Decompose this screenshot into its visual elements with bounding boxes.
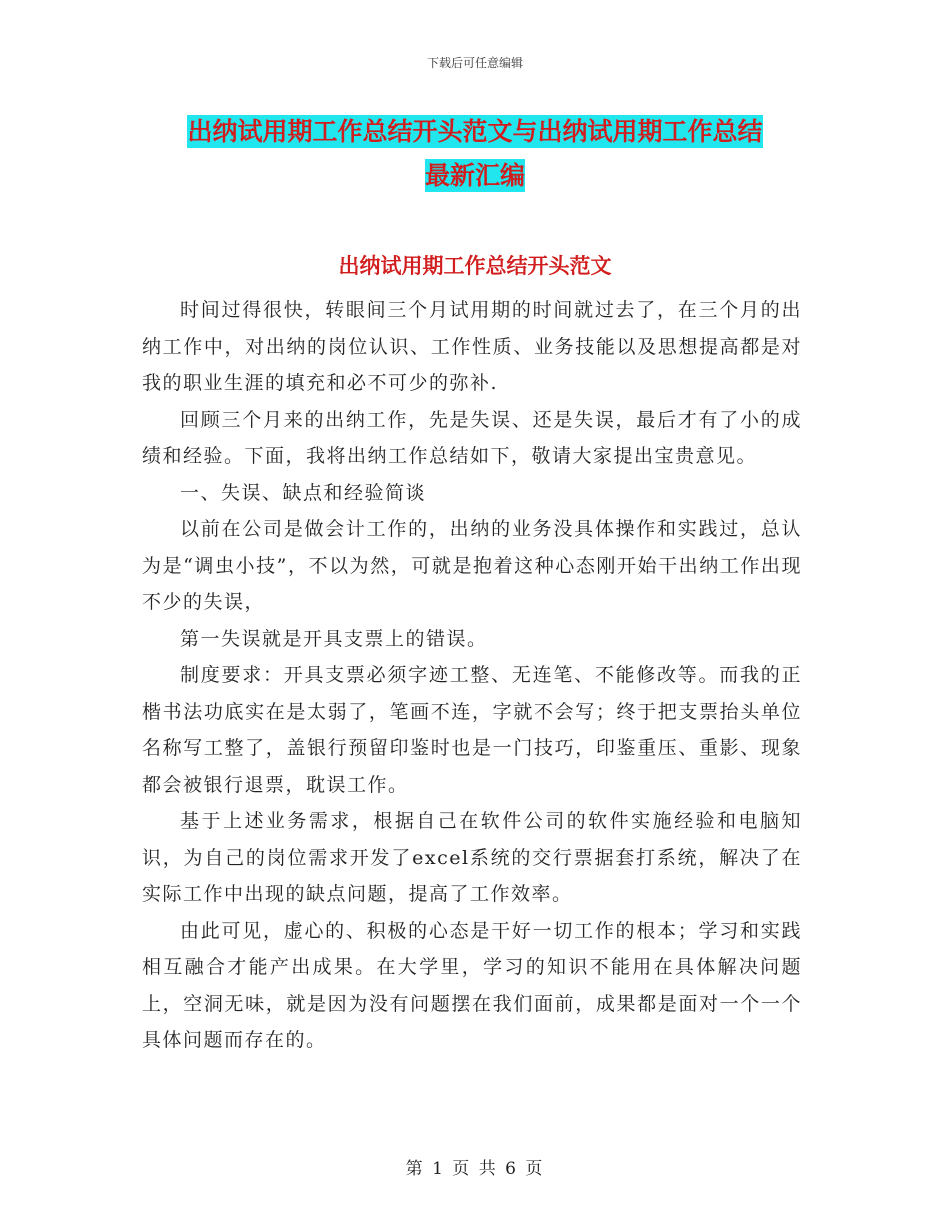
paragraph: 时间过得很快，转眼间三个月试用期的时间就过去了，在三个月的出纳工作中，对出纳的岗位认识、工作性质、业务技能以及思想提高都是对我的职业生涯的填充和必不可少的弥补. [142,299,802,394]
paragraph-heading: 一、失误、缺点和经验简谈 [180,481,427,504]
section-title: 出纳试用期工作总结开头范文 [338,254,612,278]
document-title [140,110,810,198]
header-note: 下载后可任意编辑 [426,56,523,70]
document-title-line2: 最新汇编 [424,161,525,190]
paragraph: 以前在公司是做会计工作的，出纳的业务没具体操作和实践过，总认为是“调虫小技”，不以为然，可就是抱着这种心态刚开始干出纳工作出现不少的失误， [142,518,802,613]
paragraph: 制度要求：开具支票必须字迹工整、无连笔、不能修改等。而我的正楷书法功底实在是太弱了，笔画不连，字就不会写；终于把支票抬头单位名称写工整了，盖银行预留印鉴时也是一门技巧，印鉴重压、重影、现象都会被银行退票，耽误工作。 [142,664,802,796]
paragraph: 回顾三个月来的出纳工作，先是失误、还是失误，最后才有了小的成绩和经验。下面，我将出纳工作总结如下，敬请大家提出宝贵意见。 [142,408,802,467]
document-body [142,292,802,1059]
paragraph: 第一失误就是开具支票上的错误。 [180,627,488,650]
paragraph: 由此可见，虚心的、积极的心态是干好一切工作的根本；学习和实践相互融合才能产出成果。在大学里，学习的知识不能用在具体解决问题上，空洞无味，就是因为没有问题摆在我们面前，成果都是面对一个一个具体问题而存在的。 [142,919,802,1051]
paragraph: 基于上述业务需求，根据自己在软件公司的软件实施经验和电脑知识，为自己的岗位需求开发了excel系统的交行票据套打系统，解决了在实际工作中出现的缺点问题，提高了工作效率。 [142,810,802,905]
document-title-line1: 出纳试用期工作总结开头范文与出纳试用期工作总结 [187,117,763,146]
page-number: 第 1 页 共 6 页 [405,1159,545,1179]
